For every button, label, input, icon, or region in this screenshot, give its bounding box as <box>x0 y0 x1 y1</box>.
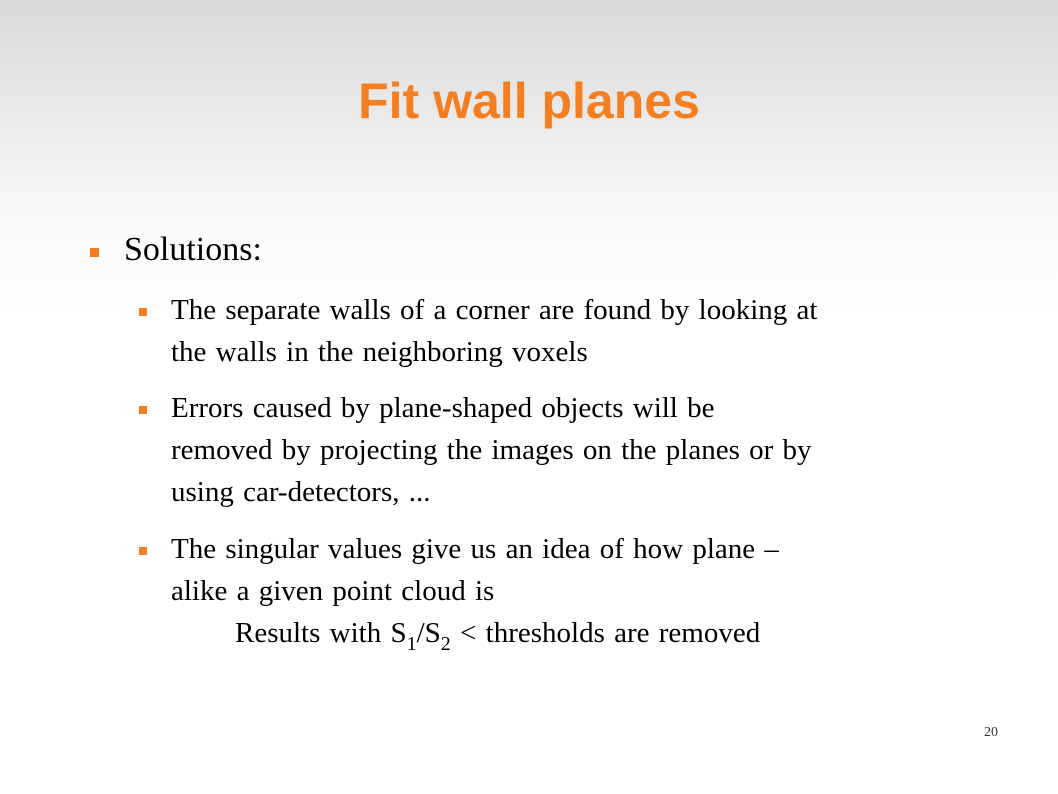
bullet-text-2 <box>171 387 991 513</box>
solutions-heading: Solutions: <box>124 231 262 268</box>
bullet-1-line-2: the walls in the neighboring voxels <box>171 336 588 368</box>
bullet-2-line-1: Errors caused by plane-shaped objects will be <box>171 392 715 424</box>
bullet-square-icon <box>139 406 147 414</box>
bullet-square-icon <box>139 547 147 555</box>
bullet-3-line-2: alike a given point cloud is <box>171 575 495 607</box>
slide-title: Fit wall planes <box>358 73 700 129</box>
result-line <box>171 612 991 654</box>
result-sub-2: 2 <box>440 633 451 655</box>
bullet-square-icon <box>139 308 147 316</box>
result-sub-1: 1 <box>406 633 417 655</box>
bullet-text-3 <box>171 528 991 654</box>
page-number: 20 <box>984 725 998 740</box>
bullet-square-icon <box>90 248 99 257</box>
bullet-1-line-1: The separate walls of a corner are found by looking at <box>171 294 818 326</box>
bullet-text-1 <box>171 289 991 373</box>
bullet-2-line-2: removed by projecting the images on the planes or by <box>171 434 812 466</box>
result-mid: /S <box>416 617 441 649</box>
bullet-2-line-3: using car-detectors, ... <box>171 476 431 508</box>
result-suffix: < thresholds are removed <box>450 617 761 649</box>
bullet-3-line-1: The singular values give us an idea of how plane – <box>171 533 779 565</box>
result-prefix: Results with S <box>235 617 407 649</box>
